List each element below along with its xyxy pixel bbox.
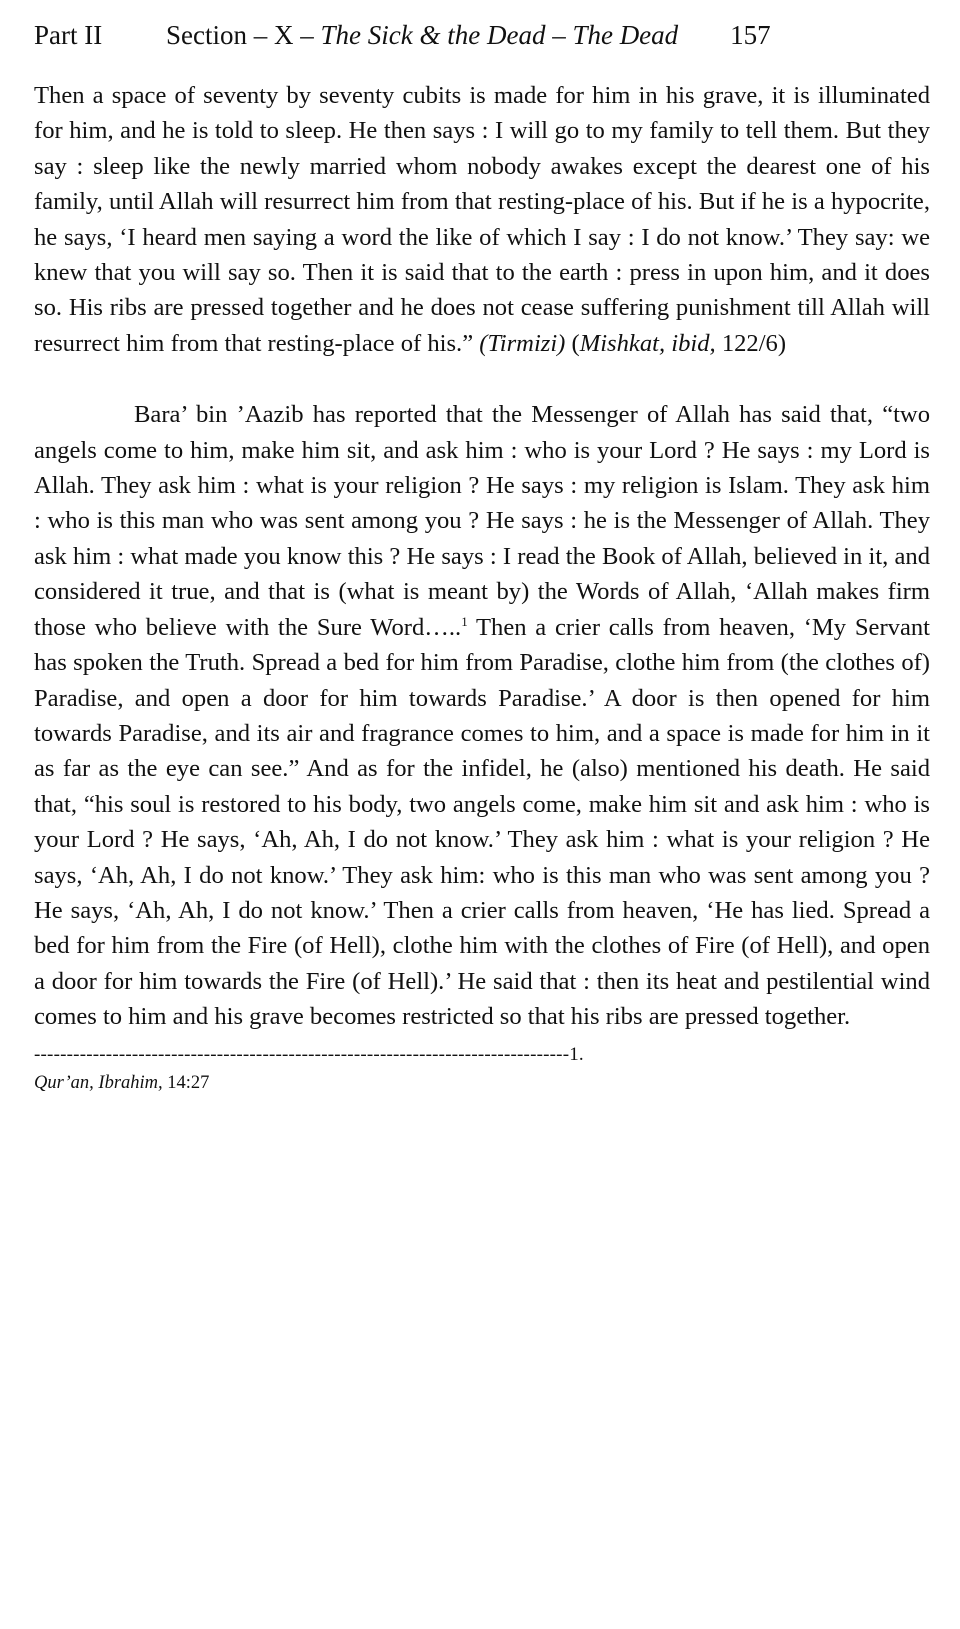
reference-tirmizi: (Tirmizi) [479,329,566,357]
paragraph-2 [34,397,930,1034]
reference-mishkat [572,330,787,357]
paragraph-2-text-b: Then a crier calls from heaven, ‘My Servant has spoken the Truth. Spread a bed for him from Paradise, clothe him from (the clothes of) Paradise, and open a door for him towards Paradise.’ A door is then opened for him towards Paradise, and its air and fragrance comes to him, and a space is made for him in it as far as the eye can see.” And as for the infidel, he (also) mentioned his death. He said that, “his soul is restored to his body, two angels come, make him sit and ask him : who is your Lord ? He says, ‘Ah, Ah, I do not know.’ They ask him : what is your religion ? He says, ‘Ah, Ah, I do not know.’ They ask him: who is this man who was sent among you ? He says, ‘Ah, Ah, I do not know.’ Then a crier calls from heaven, ‘He has lied. Spread a bed for him from the Fire (of Hell), clothe him with the clothes of Fire (of Hell), and open a door for him towards the Fire (of Hell).’ He said that : then its heat and pestilential wind comes to him and his grave becomes restricted so that his ribs are pressed together. [34,613,930,1031]
header-part: Part II [34,20,103,50]
footnote-reference: 14:27 [162,1072,210,1093]
paragraph-1 [34,78,930,361]
header-section-label: Section – X – [166,20,321,50]
reference-mishkat-tail: 122/6) [715,329,787,357]
footnote-source: Qur’an, Ibrahim, [34,1072,163,1093]
footnote-marker: 1 [461,613,468,629]
page-number: 157 [730,20,771,50]
reference-mishkat-title: Mishkat, ibid, [579,329,716,357]
document-page [34,20,930,1094]
header-section [166,20,678,51]
paragraph-2-text-a: Bara’ bin ’Aazib has reported that the Messenger of Allah has said that, “two angels come to him, make him sit, and ask him : who is your Lord ? He says : my Lord is Allah. They ask him : what is your religion ? He says : my religion is Islam. They ask him : who is this man who was sent among you ? He says : he is the Messenger of Allah. They ask him : what made you know this ? He says : I read the Book of Allah, believed in it, and considered it true, and that is (what is meant by) the Words of Allah, ‘Allah makes firm those who believe with the Sure Word….. [34,401,930,641]
footnote-separator: ----------------------------------------------------------------------------------1. [34,1044,584,1065]
reference-mishkat-open: ( [571,329,580,357]
header-section-title: The Sick & the Dead – The Dead [320,20,679,50]
paragraph-1-text: Then a space of seventy by seventy cubits is made for him in his grave, it is illuminated for him, and he is told to sleep. He then says : I will go to my family to tell them. But they say : sleep like the newly married whom nobody awakes except the dearest one of his family, until Allah will resurrect him from that resting-place of his. But if he is a hypocrite, he says, ‘I heard men saying a word the like of which I say : I do not know.’ They say: we knew that you will say so. Then it is said that to the earth : press in upon him, and it does so. His ribs are pressed together and he does not cease suffering punishment till Allah will resurrect him from that resting-place of his.” [34,82,930,357]
running-header [34,20,930,64]
footnote-1 [34,1073,930,1094]
